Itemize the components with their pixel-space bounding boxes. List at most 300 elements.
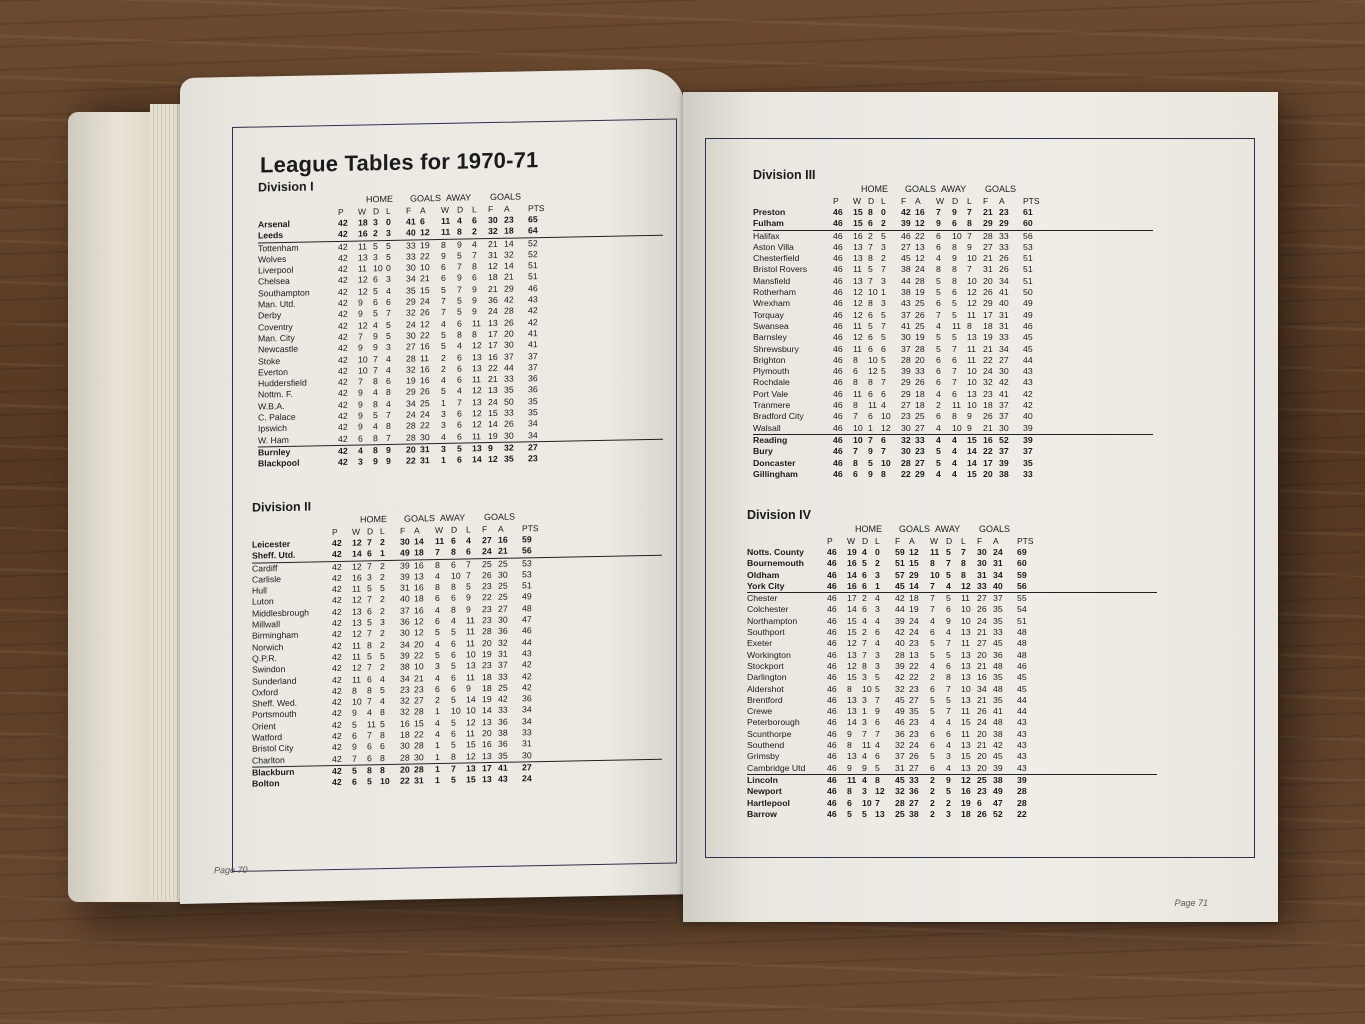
table-row (747, 581, 1157, 592)
column-header-w: W (936, 196, 945, 206)
stat-hl: 5 (380, 684, 385, 696)
stat-al: 13 (472, 363, 482, 374)
stat-al: 8 (961, 569, 966, 580)
stat-hl: 7 (386, 432, 391, 443)
stat-pts: 69 (1017, 547, 1027, 557)
stat-p: 42 (338, 241, 348, 252)
team-name: Brentford (747, 694, 783, 705)
stat-p: 42 (332, 685, 342, 696)
stat-p: 46 (827, 774, 837, 785)
stat-aw: 5 (936, 457, 941, 468)
stat-al: 6 (466, 546, 471, 557)
stat-af: 22 (983, 354, 993, 365)
stat-ha: 19 (915, 287, 925, 298)
stat-hl: 3 (380, 617, 385, 628)
stat-aw: 6 (441, 262, 446, 273)
stat-p: 46 (833, 400, 843, 411)
stat-hd: 8 (373, 398, 378, 410)
stat-hd: 5 (373, 285, 378, 297)
stat-p: 42 (338, 297, 348, 309)
stat-hl: 1 (881, 287, 886, 298)
stat-hd: 10 (862, 797, 872, 808)
stat-hd: 6 (868, 332, 873, 343)
stat-hd: 6 (367, 673, 372, 684)
stat-ad: 7 (457, 284, 462, 295)
pts-header: PTS (1023, 196, 1040, 206)
team-name: Preston (753, 207, 786, 217)
stat-ha: 24 (909, 615, 919, 626)
stat-p: 46 (827, 694, 837, 705)
stat-aw: 3 (441, 420, 446, 431)
stat-hd: 3 (862, 672, 867, 683)
stat-aw: 3 (435, 661, 440, 672)
stat-hl: 5 (386, 240, 391, 251)
division-name: Division I (258, 179, 314, 195)
table-row (753, 458, 1153, 469)
stat-ad: 5 (451, 627, 456, 638)
stat-aw: 6 (936, 377, 941, 388)
stat-ad: 7 (946, 558, 951, 569)
stat-ha: 13 (414, 571, 424, 582)
stat-hw: 7 (352, 753, 357, 764)
stat-hw: 10 (352, 696, 362, 707)
stat-hw: 15 (853, 207, 863, 217)
stat-af: 20 (482, 637, 492, 648)
stat-hw: 13 (853, 241, 863, 252)
stat-pts: 52 (528, 249, 538, 260)
team-name: Burnley (258, 446, 291, 458)
column-header-a: A (504, 203, 510, 214)
stat-hl: 8 (380, 765, 385, 776)
stat-ha: 24 (420, 296, 430, 307)
stat-hf: 45 (895, 580, 905, 591)
stat-aw: 1 (441, 397, 446, 408)
stat-aa: 37 (999, 400, 1009, 411)
team-name: Watford (252, 732, 283, 743)
stat-hf: 37 (895, 751, 905, 762)
stat-hl: 8 (386, 421, 391, 432)
stat-hd: 5 (868, 264, 873, 275)
stat-al: 7 (967, 230, 972, 241)
stat-aa: 41 (498, 762, 508, 773)
team-name: Everton (258, 366, 288, 378)
team-name: Millwall (252, 619, 280, 630)
stat-ad: 8 (946, 672, 951, 683)
stat-hd: 7 (367, 696, 372, 707)
stat-aw: 6 (936, 241, 941, 252)
stat-ha: 23 (915, 446, 925, 457)
table-row (753, 207, 1153, 218)
stat-ad: 5 (457, 443, 462, 454)
stat-af: 14 (482, 705, 492, 716)
team-name: Sunderland (252, 675, 297, 687)
table-row (747, 717, 1157, 728)
stat-hf: 30 (400, 740, 410, 752)
team-name: Northampton (747, 615, 798, 626)
team-name: Doncaster (753, 457, 796, 468)
stat-pts: 33 (522, 727, 532, 738)
stat-hf: 32 (901, 434, 911, 445)
stat-hd: 3 (373, 252, 378, 263)
stat-al: 9 (967, 422, 972, 433)
stat-hf: 42 (895, 672, 905, 683)
stat-hw: 12 (352, 662, 362, 673)
stat-pts: 42 (528, 316, 538, 327)
stat-hl: 4 (875, 638, 880, 649)
stat-aa: 33 (999, 230, 1009, 241)
stat-pts: 44 (1017, 706, 1027, 717)
stat-ad: 6 (451, 672, 456, 683)
stat-hl: 4 (386, 364, 391, 375)
stat-p: 46 (827, 728, 837, 739)
stat-hf: 49 (895, 706, 905, 717)
team-name: Grimsby (747, 751, 780, 762)
stat-al: 10 (961, 615, 971, 626)
column-header-l: L (472, 204, 477, 215)
stat-hl: 7 (875, 694, 880, 705)
stat-ha: 12 (420, 227, 430, 238)
stat-hl: 7 (881, 377, 886, 388)
stat-al: 6 (472, 215, 477, 226)
table-row (753, 400, 1153, 411)
stat-pts: 53 (522, 557, 532, 569)
stat-ad: 7 (451, 763, 456, 774)
stat-aa: 20 (504, 328, 514, 339)
stat-hw: 13 (847, 649, 857, 660)
stat-af: 17 (983, 457, 993, 468)
stat-hl: 4 (386, 285, 391, 296)
stat-hd: 8 (373, 432, 378, 443)
team-name: W.B.A. (258, 400, 285, 412)
stat-al: 19 (961, 797, 971, 808)
stat-hw: 11 (853, 343, 863, 354)
stat-af: 13 (482, 750, 492, 761)
stat-aa: 26 (999, 253, 1009, 264)
stat-ad: 6 (457, 454, 462, 465)
stat-hl: 6 (380, 741, 385, 752)
stat-ad: 6 (952, 388, 957, 399)
stat-aa: 26 (504, 418, 514, 430)
stat-hd: 4 (367, 707, 372, 718)
team-name: Brighton (753, 354, 786, 365)
stat-hf: 24 (406, 319, 416, 330)
stat-al: 13 (472, 443, 482, 454)
stat-aw: 7 (936, 207, 941, 217)
stat-pts: 43 (522, 648, 532, 659)
team-name: Rotherham (753, 287, 796, 298)
stat-af: 21 (977, 660, 987, 671)
stat-ha: 28 (414, 706, 424, 717)
stat-hw: 7 (853, 411, 858, 422)
stat-ha: 36 (909, 786, 919, 797)
stat-ha: 27 (909, 694, 919, 705)
stat-p: 42 (332, 572, 342, 583)
stat-hw: 12 (352, 628, 362, 640)
stat-p: 46 (827, 615, 837, 626)
stat-aa: 49 (993, 786, 1003, 797)
stat-al: 7 (961, 547, 966, 557)
division-table (747, 508, 1157, 820)
stat-hd: 9 (373, 456, 378, 467)
stat-hl: 10 (881, 457, 891, 468)
stat-al: 7 (967, 264, 972, 275)
table-row (747, 604, 1157, 615)
stat-hf: 31 (895, 762, 905, 773)
stat-hw: 11 (352, 651, 362, 662)
stat-al: 13 (961, 660, 971, 671)
team-name: Norwich (252, 641, 284, 653)
stat-p: 42 (332, 730, 342, 742)
stat-aw: 5 (930, 638, 935, 649)
team-name: Bolton (252, 778, 280, 789)
stat-hf: 34 (400, 639, 410, 650)
team-name: Southend (747, 740, 785, 751)
team-name: Ipswich (258, 423, 287, 434)
stat-ad: 6 (952, 287, 957, 298)
stat-pts: 46 (528, 282, 538, 294)
stat-hd: 6 (868, 411, 873, 422)
stat-hl: 7 (875, 797, 880, 808)
team-name: Colchester (747, 604, 789, 615)
stat-hl: 5 (881, 309, 886, 320)
stat-hf: 30 (901, 422, 911, 433)
team-name: Q.P.R. (252, 653, 277, 664)
stat-hd: 8 (367, 765, 372, 776)
stat-ad: 4 (946, 762, 951, 773)
stat-p: 42 (338, 457, 348, 468)
stat-aa: 36 (498, 739, 508, 750)
stat-ha: 15 (909, 558, 919, 569)
stat-af: 16 (983, 434, 993, 445)
stat-hd: 3 (862, 786, 867, 797)
stat-ad: 6 (457, 431, 462, 442)
stat-aa: 33 (504, 373, 514, 384)
stat-al: 11 (967, 309, 977, 320)
stat-ha: 10 (414, 661, 424, 672)
stat-al: 11 (961, 638, 971, 649)
stat-aw: 5 (936, 343, 941, 354)
stat-hw: 11 (358, 241, 368, 252)
stat-aa: 50 (504, 396, 514, 407)
stat-hd: 8 (373, 376, 378, 387)
stat-al: 9 (466, 604, 471, 615)
stat-hw: 16 (352, 572, 362, 583)
stat-hl: 5 (386, 251, 391, 262)
stat-aw: 6 (930, 728, 935, 739)
column-header-l: L (875, 536, 880, 546)
table-row (747, 786, 1157, 797)
team-name: Aston Villa (753, 241, 794, 252)
stat-hw: 13 (853, 253, 863, 264)
column-header-w: W (930, 536, 939, 546)
stat-pts: 27 (522, 762, 532, 773)
group-header-row (753, 184, 1153, 196)
stat-ad: 4 (946, 580, 951, 591)
stat-ha: 22 (420, 251, 430, 262)
stat-ad: 8 (451, 581, 456, 592)
stat-hd: 7 (373, 365, 378, 376)
stat-af: 25 (482, 558, 492, 569)
stat-ha: 26 (909, 751, 919, 762)
team-name: Tottenham (258, 242, 299, 254)
goals-header: GOALS (404, 513, 436, 524)
stat-aa: 27 (498, 603, 508, 614)
stat-hw: 10 (358, 365, 368, 376)
stat-pts: 48 (522, 603, 532, 614)
stat-af: 16 (977, 672, 987, 683)
stat-hw: 15 (847, 627, 857, 638)
division-name: Division III (753, 168, 816, 182)
stat-af: 28 (482, 626, 492, 637)
stat-pts: 59 (522, 534, 532, 545)
stat-al: 10 (967, 377, 977, 388)
column-header-a: A (498, 523, 504, 534)
stat-al: 12 (961, 774, 971, 785)
team-name: Derby (258, 310, 282, 321)
right-page (683, 92, 1278, 922)
stat-al: 9 (967, 241, 972, 252)
stat-pts: 60 (1017, 558, 1027, 569)
stat-al: 2 (472, 226, 477, 237)
stat-hl: 5 (881, 230, 886, 241)
stat-hf: 45 (901, 253, 911, 264)
stat-al: 11 (472, 317, 482, 329)
stat-ad: 6 (457, 318, 462, 329)
stat-pts: 43 (1017, 751, 1027, 762)
stat-ha: 20 (915, 354, 925, 365)
stat-hf: 41 (901, 320, 911, 331)
team-name: Bristol Rovers (753, 264, 808, 275)
stat-hd: 11 (367, 718, 377, 730)
stat-aa: 25 (498, 682, 508, 693)
stat-p: 46 (827, 808, 837, 819)
stat-ad: 6 (451, 559, 456, 570)
stat-ha: 16 (420, 341, 430, 352)
stat-ad: 11 (952, 320, 962, 331)
stat-hl: 7 (386, 308, 391, 319)
stat-aw: 7 (930, 604, 935, 615)
stat-pts: 34 (528, 429, 538, 440)
stat-hw: 12 (358, 286, 368, 297)
stat-aw: 8 (441, 239, 446, 250)
team-name: Orient (252, 720, 276, 732)
stat-hf: 44 (901, 275, 911, 286)
stat-hw: 10 (358, 353, 368, 365)
stat-p: 42 (338, 263, 348, 275)
stat-al: 12 (466, 750, 476, 762)
stat-af: 29 (983, 218, 993, 229)
stat-hd: 2 (373, 228, 378, 239)
stat-al: 15 (961, 717, 971, 728)
stat-af: 26 (977, 604, 987, 615)
stat-pts: 27 (528, 442, 538, 453)
stat-ha: 38 (909, 808, 919, 819)
stat-ad: 4 (457, 340, 462, 351)
stat-ha: 31 (420, 444, 430, 455)
home-header: HOME (360, 514, 387, 525)
stat-af: 17 (983, 309, 993, 320)
stat-aw: 11 (441, 227, 451, 238)
stat-al: 10 (961, 683, 971, 694)
division-table (753, 168, 1153, 480)
table-row (753, 276, 1153, 287)
stat-pts: 64 (528, 225, 538, 236)
stat-p: 42 (332, 640, 342, 651)
stat-al: 12 (466, 717, 476, 728)
column-header-f: F (895, 536, 901, 546)
stat-hl: 4 (875, 593, 880, 604)
stat-ad: 7 (457, 397, 462, 408)
stat-hf: 30 (901, 446, 911, 457)
stat-al: 6 (472, 272, 477, 283)
stat-af: 20 (983, 275, 993, 286)
stat-p: 46 (833, 241, 843, 252)
stat-pts: 30 (522, 749, 532, 761)
stat-hf: 43 (901, 298, 911, 309)
stat-af: 15 (488, 407, 498, 419)
stat-ha: 24 (915, 264, 925, 275)
stat-ha: 35 (909, 706, 919, 717)
stat-ad: 6 (451, 638, 456, 649)
home-header: HOME (366, 193, 393, 205)
stat-aw: 4 (441, 375, 446, 386)
stat-hf: 24 (406, 409, 416, 420)
stat-hd: 6 (367, 741, 372, 752)
stat-hl: 10 (881, 411, 891, 422)
team-name: Torquay (753, 309, 784, 320)
stat-ha: 19 (420, 239, 430, 250)
stat-hf: 40 (895, 638, 905, 649)
stat-aa: 37 (504, 351, 514, 362)
stat-ad: 7 (946, 638, 951, 649)
stat-hf: 30 (406, 330, 416, 341)
stat-ad: 5 (946, 569, 951, 580)
column-header-l: L (386, 205, 391, 217)
stat-ha: 18 (414, 593, 424, 604)
stat-af: 20 (977, 728, 987, 739)
table-row (747, 763, 1157, 774)
stat-hl: 8 (380, 730, 385, 741)
table-row (753, 253, 1153, 264)
stat-hf: 35 (406, 285, 416, 296)
team-name: Bristol City (252, 743, 294, 754)
stat-hl: 10 (380, 776, 390, 787)
stat-p: 46 (833, 332, 843, 343)
away-header: AWAY (935, 524, 961, 534)
stat-hd: 6 (367, 548, 372, 559)
stat-pts: 51 (528, 271, 538, 282)
stat-hw: 11 (352, 674, 362, 685)
team-name: Stockport (747, 660, 784, 671)
stat-hf: 16 (400, 718, 410, 729)
stat-ha: 22 (915, 230, 925, 241)
stat-ha: 27 (915, 422, 925, 433)
stat-hf: 33 (406, 240, 416, 251)
table-row (753, 298, 1153, 309)
stat-hl: 2 (380, 628, 385, 639)
stat-ad: 8 (451, 547, 456, 558)
stat-aw: 2 (930, 808, 935, 819)
stat-aw: 1 (435, 751, 440, 762)
team-name: Halifax (753, 230, 780, 241)
stat-hl: 0 (386, 263, 391, 274)
stat-ha: 30 (420, 431, 430, 443)
stat-af: 20 (983, 468, 993, 479)
team-name: Bradford City (753, 411, 804, 422)
team-name: Huddersfield (258, 377, 307, 389)
stat-pts: 46 (522, 625, 532, 636)
stat-hw: 18 (358, 217, 368, 228)
